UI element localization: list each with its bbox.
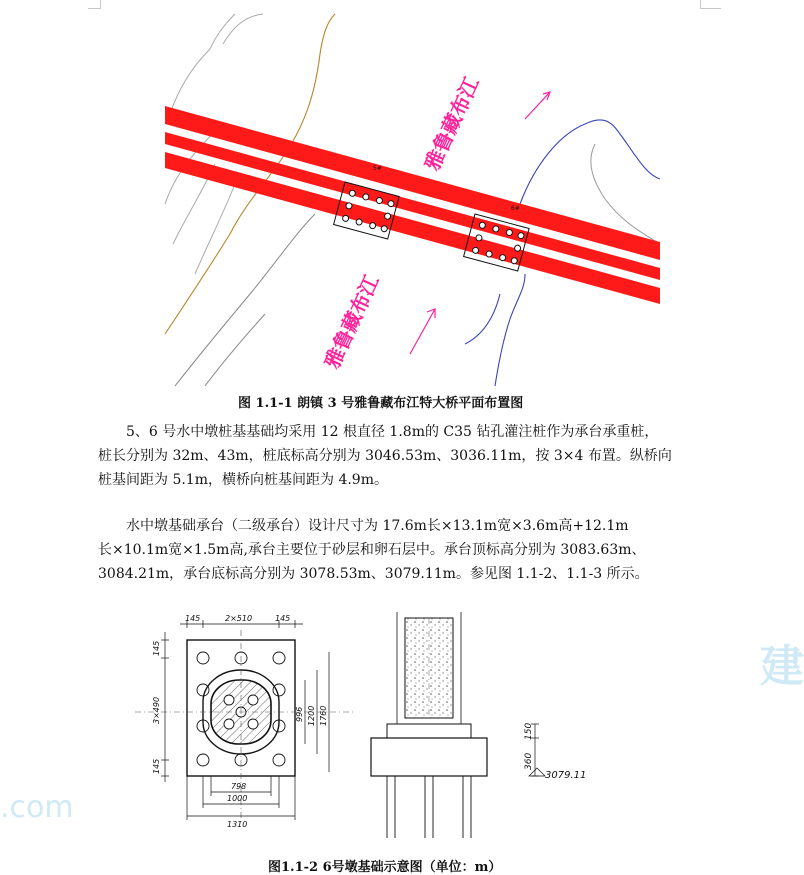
pier-foundation-drawing [125,612,595,852]
paragraph2-line-1: 水中墩基础承台（二级承台）设计尺寸为 17.6m长×13.1m宽×3.6m高+12.1m [126,518,629,534]
dim-top-mid: 2×510 [225,614,253,623]
dim-left-bottom: 145 [152,758,161,774]
dim-right-mid: 1200 [307,705,316,726]
pier-5-label: 5# [373,165,382,172]
page-corner-mark-right [700,0,721,9]
figure1-caption: 图 1.1-1 朗镇 3 号雅鲁藏布江特大桥平面布置图 [238,396,524,411]
dim-left-mid: 3×490 [152,696,161,724]
dim-left-top: 145 [152,640,161,656]
paragraph-pile-foundation [98,420,698,492]
elevation-mark: 3079.11 [545,770,587,781]
pier-6-label: 6# [511,205,520,212]
bridge-deck-bands [165,106,660,304]
dim-bottom-inner: 798 [231,782,247,791]
figure2-caption: 图1.1-2 6号墩基础示意图（单位：m） [268,860,502,875]
page-corner-mark-left [88,0,101,9]
dim-bottom-mid: 1000 [227,794,248,803]
dim-top-left: 145 [185,614,201,623]
paragraph2-line-2: 长×10.1m宽×1.5m高,承台主要位于砂层和卵石层中。承台顶标高分别为 3083.63m、 [98,542,646,558]
dim-elev-upper: 150 [524,722,534,740]
dim-right-outer: 1760 [319,705,328,726]
dim-bottom-outer: 1310 [227,820,248,829]
pier-elevation [371,612,586,838]
paragraph1-line-1: 5、6 号水中墩桩基基础均采用 12 根直径 1.8m的 C35 钻孔灌注桩作为承台承重桩， [126,424,659,440]
bridge-plan-drawing [165,14,660,386]
river-label-upper: 雅鲁藏布江 [419,73,484,175]
pile-cap-plan [135,614,355,829]
paragraph1-line-3: 桩基间距为 5.1m，横桥向桩基间距为 4.9m。 [98,472,388,488]
watermark-right: 建 [760,641,804,692]
river-label-lower: 雅鲁藏布江 [319,271,384,373]
dim-right-inner: 996 [295,706,304,722]
paragraph2-line-3: 3084.21m，承台底标高分别为 3078.53m、3079.11m。参见图 1.1-2、1.1-3 所示。 [98,566,649,582]
contour-lines-left-lower [175,214,315,386]
watermark-left: .com [0,790,74,825]
dim-elev-lower: 360 [524,752,534,770]
paragraph-pile-cap [98,514,698,586]
dim-top-right: 145 [275,614,291,623]
paragraph1-line-2: 桩长分别为 32m、43m，桩底标高分别为 3046.53m、3036.11m，按 3×4 布置。纵桥向 [98,448,672,464]
